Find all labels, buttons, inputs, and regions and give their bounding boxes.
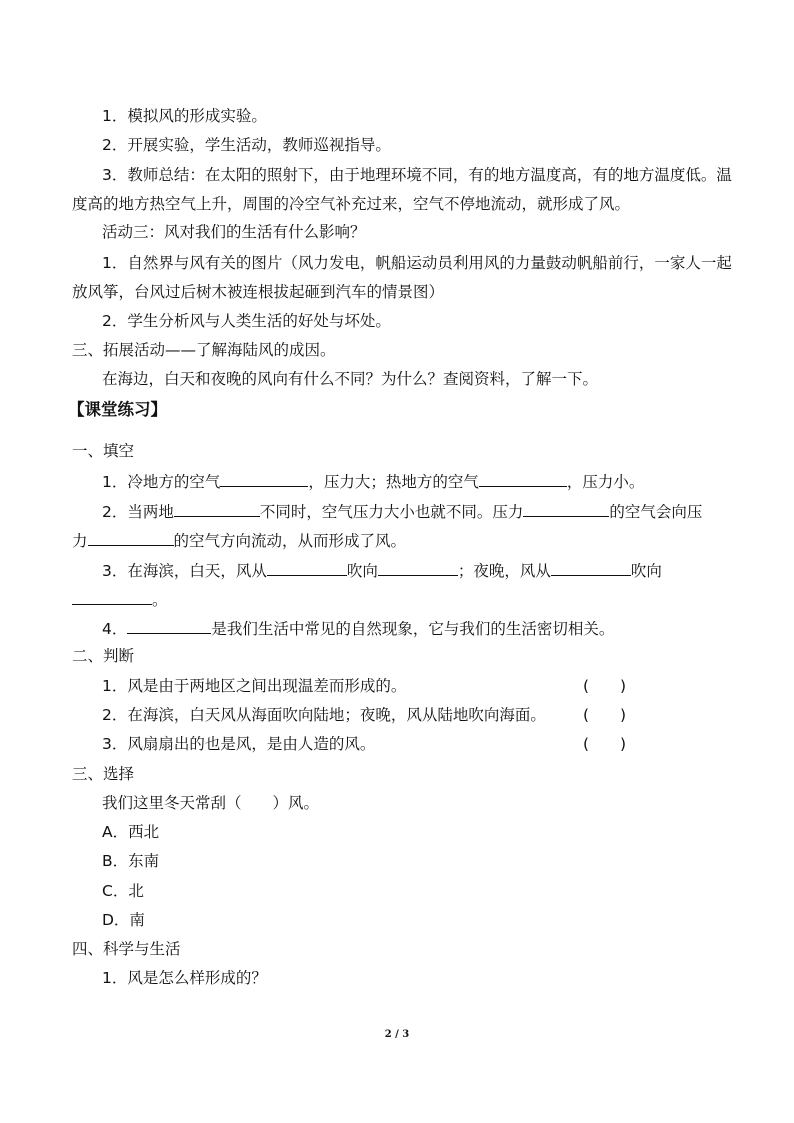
activity-3-item-2: 2．学生分析风与人类生活的好处与坏处。	[102, 312, 391, 330]
step-1: 1．模拟风的形成实验。	[102, 107, 267, 125]
blank[interactable]	[127, 617, 211, 634]
blank[interactable]	[523, 500, 609, 517]
page-number: 2 / 3	[384, 1029, 410, 1040]
step-3-summary: 3．教师总结：在太阳的照射下，由于地理环境不同，有的地方温度高，有的地方温度低。温度高的地方热空气上升，周围的冷空气补充过来，空气不停地流动，就形成了风。	[72, 166, 732, 213]
life-q1: 1．风是怎么样形成的？	[102, 969, 267, 987]
activity-3-item-1: 1．自然界与风有关的图片（风力发电，帆船运动员利用风的力量鼓动帆船前行，一家人一起放风筝，台风过后树木被连根拔起砸到汽车的情景图）	[72, 254, 732, 301]
choice-option-b: B．东南	[102, 852, 160, 870]
choice-option-c: C．北	[102, 882, 144, 900]
blank[interactable]	[72, 588, 152, 605]
fill-q3-line2: 。	[72, 588, 732, 610]
blank[interactable]	[378, 559, 458, 576]
fill-q1: 1．冷地方的空气 ，压力大；热地方的空气 ，压力小。	[102, 470, 762, 492]
judge-item-2: 2．在海滨，白天风从海面吹向陆地；夜晚，风从陆地吹向海面。	[102, 706, 546, 724]
blank[interactable]	[174, 500, 260, 517]
choice-stem: 我们这里冬天常刮（ ）风。	[102, 794, 320, 812]
blank[interactable]	[479, 470, 567, 487]
choice-option-d: D．南	[102, 911, 145, 929]
fill-q4: 4． 是我们生活中常见的自然现象，它与我们的生活密切相关。	[102, 617, 762, 639]
blank[interactable]	[551, 559, 631, 576]
blank[interactable]	[220, 470, 308, 487]
step-2: 2．开展实验，学生活动，教师巡视指导。	[102, 136, 391, 154]
judge-answer-1[interactable]: ( )	[583, 677, 627, 695]
judge-item-1: 1．风是由于两地区之间出现温差而形成的。	[102, 677, 407, 695]
blank[interactable]	[88, 529, 174, 546]
extension-activity-title: 三、拓展活动——了解海陆风的成因。	[72, 341, 336, 359]
choice-title: 三、选择	[72, 765, 135, 783]
extension-activity-text: 在海边，白天和夜晚的风向有什么不同？为什么？查阅资料，了解一下。	[102, 370, 599, 388]
fill-title: 一、填空	[72, 442, 135, 460]
judge-answer-2[interactable]: ( )	[583, 706, 627, 724]
judge-answer-3[interactable]: ( )	[583, 735, 627, 753]
life-title: 四、科学与生活	[72, 940, 181, 958]
fill-q2-line2: 力 的空气方向流动，从而形成了风。	[72, 529, 732, 551]
fill-q2-line1: 2．当两地 不同时，空气压力大小也就不同。压力 的空气会向压	[102, 500, 762, 522]
choice-option-a: A．西北	[102, 823, 160, 841]
section-heading: 【课堂练习】	[68, 400, 167, 419]
blank[interactable]	[267, 559, 347, 576]
judge-title: 二、判断	[72, 647, 135, 665]
fill-q3-line1: 3．在海滨，白天，风从 吹向 ；夜晚，风从 吹向	[102, 559, 762, 581]
judge-item-3: 3．风扇扇出的也是风，是由人造的风。	[102, 735, 376, 753]
activity-3-title: 活动三：风对我们的生活有什么影响？	[102, 223, 366, 241]
